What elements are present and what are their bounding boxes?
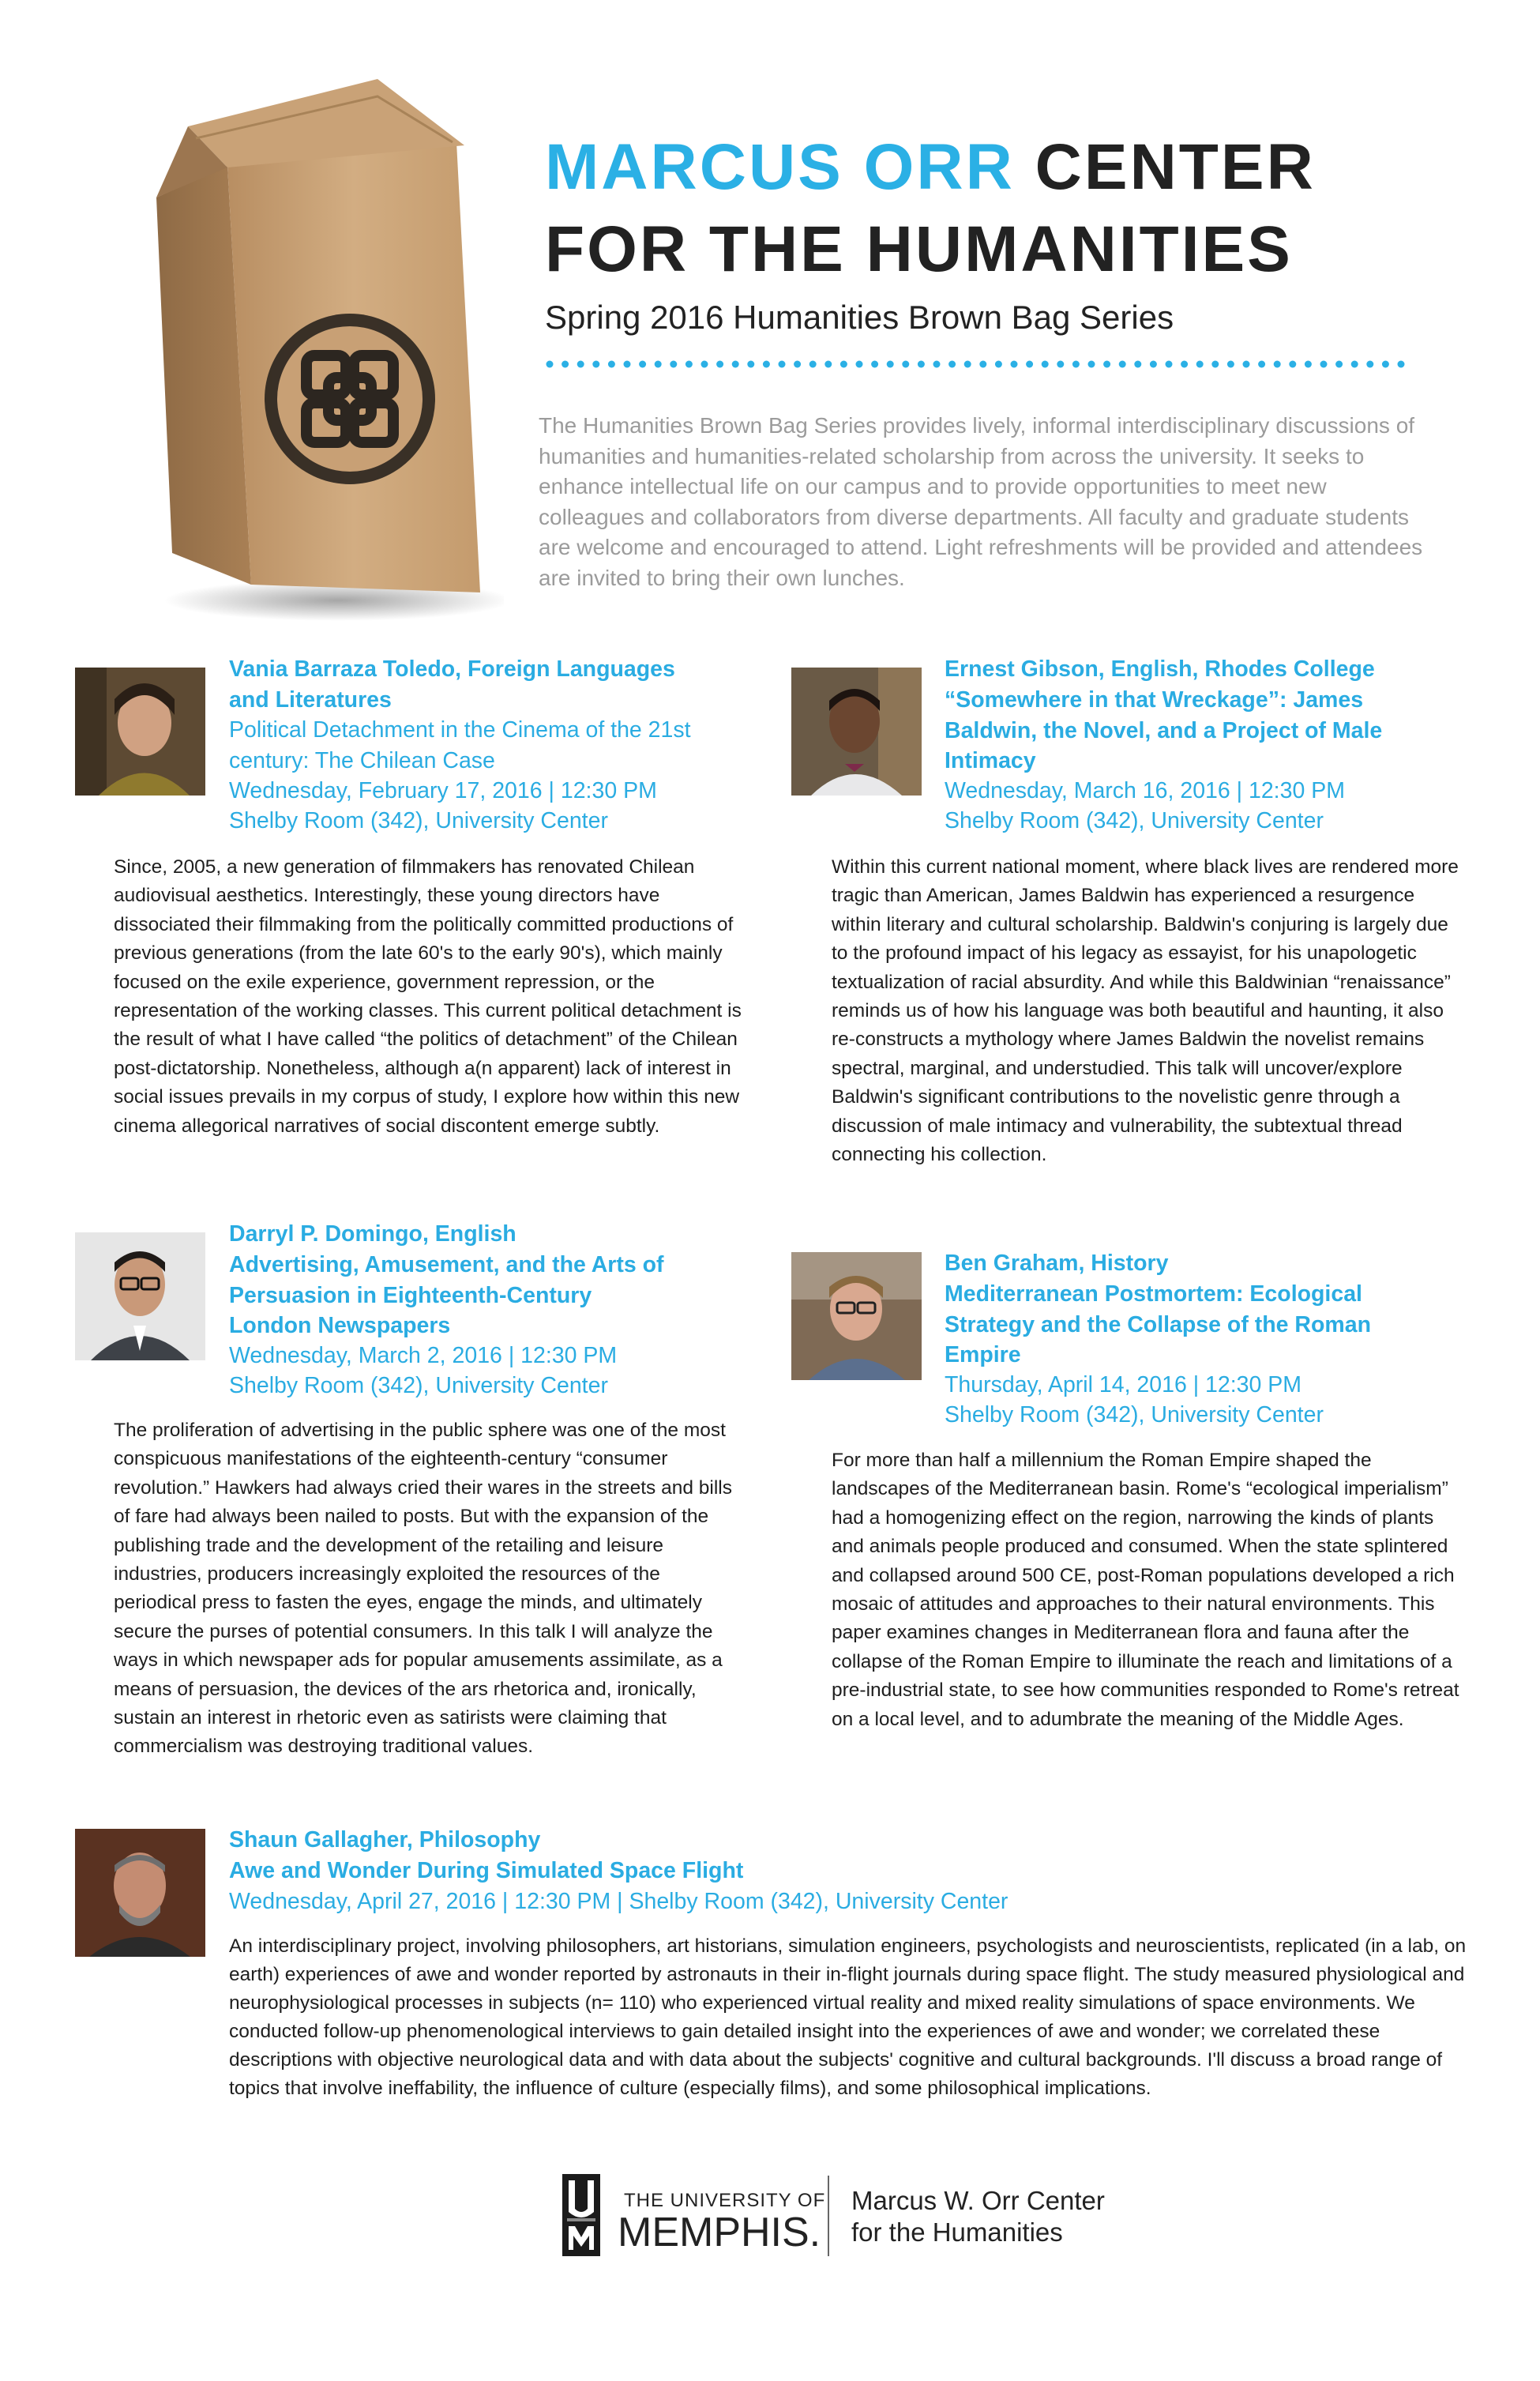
divider-dot [1057,361,1064,368]
talk-date-location: Wednesday, April 27, 2016 | 12:30 PM | Shelby Room (342), University Center [229,1889,1009,1914]
divider-dot [639,361,646,368]
talk-date: Thursday, April 14, 2016 | 12:30 PM [945,1372,1302,1397]
divider-dot [655,361,662,368]
divider-dot [902,361,909,368]
divider-dot [547,361,554,368]
divider-dot [856,361,863,368]
divider-dot [933,361,941,368]
divider-dot [1196,361,1204,368]
divider-dot [562,361,569,368]
divider-dot [577,361,584,368]
talk-title: Mediterranean Postmortem: Ecological Strategy and the Collapse of the Roman Empire [945,1281,1371,1367]
divider-dot [1227,361,1234,368]
university-name-line2: MEMPHIS. [618,2210,821,2255]
talk-date: Wednesday, February 17, 2016 | 12:30 PM [229,778,657,803]
series-subtitle: Spring 2016 Humanities Brown Bag Series [545,299,1174,336]
divider-dot [1119,361,1126,368]
divider-dot [685,361,693,368]
divider-dot [1274,361,1281,368]
divider-dot [979,361,986,368]
divider-dot [779,361,786,368]
talk-location: Shelby Room (342), University Center [229,1373,608,1398]
divider-dot [809,361,817,368]
divider-dot [670,361,677,368]
divider-dot [1072,361,1080,368]
divider-dot [1042,361,1049,368]
talk-abstract: Since, 2005, a new generation of filmmakers has renovated Chilean audiovisual aesthetics. Interestingly, these young directors have dissociated their filmmaking from the politically committed productions of previous generations (from the late 60's to the early 90's), which mainly focused on the exile experience, government repression, or the representation of the working classes. This current political detachment is the result of what I have called “the politics of detachment” of the Chilean post-dictatorship. Nonetheless, although a(n apparent) lack of interest in social issues prevails in my corpus of study, I explore how within this new cinema allegorical narratives of social discontent emerge subtly. [114,856,742,1137]
divider-dot [840,361,847,368]
talk-abstract: For more than half a millennium the Roman Empire shaped the landscapes of the Mediterranean basin. Rome's “ecological imperialism” had a homogenizing effect on the region, narrowing the kinds of plants and animals people produced and consumed. When the state splintered and collapsed around 500 CE, post-Roman populations developed a rich mosaic of attitudes and approaches to their natural environments. This paper examines changes in Mediterranean flora and fauna after the collapse of the Roman Empire to illuminate the reach and limitations of a pre-industrial state, to see how communities responded to Rome's retreat on a local level, and to adumbrate the meaning of the Middle Ages. [832,1450,1459,1730]
divider-dot [1305,361,1312,368]
divider-dot [1026,361,1033,368]
speaker-photo-domingo [75,1232,205,1360]
talk-abstract: Within this current national moment, where black lives are rendered more tragic than American, James Baldwin has experienced a resurgence within literary and cultural scholarship. Baldwin's conjuring is largely due to the profound impact of his legacy as essayist, for his unapologetic textualization of racial absurdity. And while this Baldwinian “renaissance” reminds us of how his language was both beautiful and haunting, it also re-constructs a mythology where James Baldwin the novelist remains spectral, marginal, and understudied. This talk will uncover/explore Baldwin's significant contributions to the novelistic genre through a discussion of male intimacy and vulnerability, the subtextual thread connecting his collection. [832,856,1459,1166]
divider-dot [918,361,925,368]
divider-dot [608,361,615,368]
divider-dot [1382,361,1389,368]
divider-dot [716,361,723,368]
speaker-name: Darryl P. Domingo, English [229,1221,516,1247]
speaker-name: Ben Graham, History [945,1251,1169,1276]
speaker-name: Ernest Gibson, English, Rhodes College [945,656,1375,682]
brown-bag-illustration [141,79,504,624]
talk-title: Advertising, Amusement, and the Arts of Persuasion in Eighteenth-Century London Newspapers [229,1252,664,1338]
talk-location: Shelby Room (342), University Center [945,808,1324,833]
footer-divider [828,2176,829,2256]
divider-dot [1088,361,1095,368]
talk-title: “Somewhere in that Wreckage”: James Baldwin, the Novel, and a Project of Male Intimacy [945,687,1383,773]
title-rest: CENTER [1014,131,1316,203]
divider-dot [887,361,894,368]
memphis-um-logo-icon [562,2174,600,2256]
divider-dot [732,361,739,368]
divider-dot [1243,361,1250,368]
divider-dot [995,361,1002,368]
divider-dot [871,361,878,368]
speaker-photo-gibson [791,668,922,796]
talk-abstract: An interdisciplinary project, involving philosophers, art historians, simulation engineers, psychologists and neuroscientists, replicated (in a lab, on earth) experiences of awe and wonder reported by astronauts in their in-flight journals during space flight. The study measured physiological and neurophysiological processes in subjects (n= 110) who experienced virtual reality and mixed reality simulations of space environments. We conducted follow-up phenomenological interviews to gain detailed insight into the experiences of awe and wonder; we correlated these descriptions with objective neurological data and with data about the subjects' cognitive and cultural backgrounds. I'll discuss a broad range of topics that involve ineffability, the influence of culture (especially films), and some philosophical implications. [229,1935,1467,2099]
talk-title: Awe and Wonder During Simulated Space Flight [229,1858,744,1883]
divider-dot [1335,361,1343,368]
divider-dot [964,361,971,368]
divider-dot [1150,361,1157,368]
divider-dot [1181,361,1188,368]
divider-dot [1134,361,1141,368]
divider-dot [592,361,599,368]
divider-dot [1011,361,1018,368]
divider-dot [794,361,801,368]
speaker-photo-graham [791,1252,922,1380]
talk-title: Political Detachment in the Cinema of the 21st century: The Chilean Case [229,717,691,773]
series-intro: The Humanities Brown Bag Series provides lively, informal interdisciplinary discussions of humanities and humanities-related scholarship from across the university. It seeks to enhance intellectual life on our campus and to provide opportunities to meet new colleagues and collaborators from diverse departments. All faculty and graduate students are welcome and encouraged to attend. Light refreshments will be provided and attendees are invited to bring their own lunches. [539,413,1423,590]
divider-dot [1103,361,1110,368]
talk-date: Wednesday, March 16, 2016 | 12:30 PM [945,778,1345,803]
divider-dot [948,361,956,368]
divider-dot [1289,361,1296,368]
dotted-divider [545,359,1414,369]
page-title [545,126,1493,291]
divider-dot [824,361,832,368]
center-name-line2: for the Humanities [851,2217,1063,2247]
divider-dot [1366,361,1373,368]
celtic-knot-logo-icon [265,314,435,484]
university-name-line1: THE UNIVERSITY OF [624,2190,826,2211]
center-name-line1: Marcus W. Orr Center [851,2186,1105,2215]
speaker-name: Shaun Gallagher, Philosophy [229,1827,541,1853]
talk-location: Shelby Room (342), University Center [945,1402,1324,1427]
talk-location: Shelby Room (342), University Center [229,808,608,833]
divider-dot [1211,361,1219,368]
divider-dot [747,361,754,368]
divider-dot [1398,361,1405,368]
title-accent: MARCUS ORR [545,131,1015,203]
divider-dot [1166,361,1173,368]
talk-date: Wednesday, March 2, 2016 | 12:30 PM [229,1343,618,1368]
speaker-photo-gallagher [75,1829,205,1957]
speaker-name: Vania Barraza Toledo, Foreign Languages and Literatures [229,656,675,713]
center-name [851,2185,1105,2248]
talk-abstract: The proliferation of advertising in the public sphere was one of the most conspicuous manifestations of the eighteenth-century “consumer revolution.” Hawkers had always cried their wares in the streets and bills of fare had always been nailed to posts. But with the expansion of the publishing trade and the development of the retailing and leisure industries, producers increasingly exploited the resources of the periodical press to fasten the eyes, engage the minds, and ultimately secure the purses of potential consumers. In this talk I will analyze the ways in which newspaper ads for popular amusements assimilate, as a means of persuasion, the devices of the ars rhetorica and, ironically, sustain an interest in rhetoric even as satirists were claiming that commercialism was destroying traditional values. [114,1420,732,1758]
title-line2: FOR THE HUMANITIES [545,213,1293,285]
speaker-photo-toledo [75,668,205,796]
divider-dot [763,361,770,368]
divider-dot [1320,361,1328,368]
divider-dot [701,361,708,368]
divider-dot [1351,361,1358,368]
divider-dot [1258,361,1265,368]
divider-dot [624,361,631,368]
